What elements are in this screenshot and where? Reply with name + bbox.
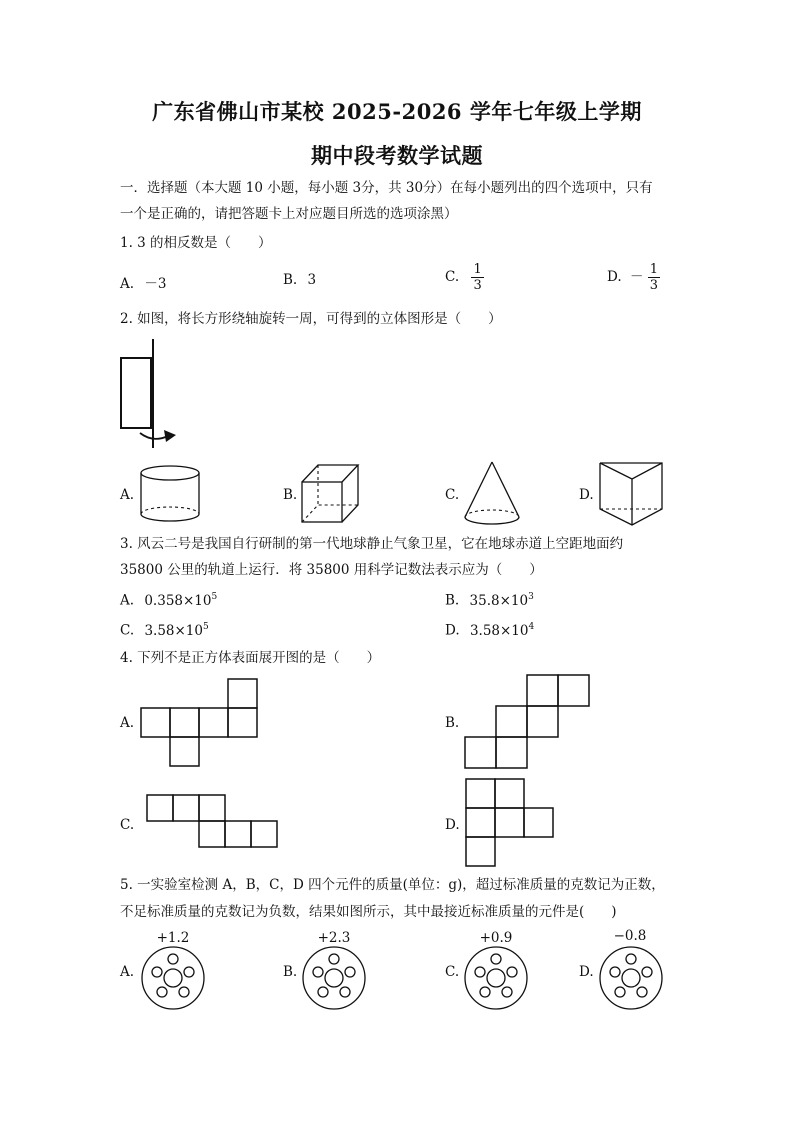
q3-option-c (120, 622, 209, 639)
q5-option-b-label: B. (283, 964, 298, 980)
q3-option-b-exponent: 3 (528, 592, 534, 602)
q1-stem: 1. 3 的相反数是（ ） (120, 235, 272, 251)
page-subtitle: 期中段考数学试题 (311, 143, 483, 168)
section-heading-line2: 一个是正确的，请把答题卡上对应题目所选的选项涂黑） (120, 206, 458, 222)
rotating-rectangle-figure (110, 335, 190, 450)
q5-option-a-value: +1.2 (156, 930, 190, 946)
q3-option-b (445, 592, 534, 609)
component-d-figure (598, 945, 666, 1013)
q5-option-a-label: A. (120, 964, 135, 980)
triangular-prism-figure (598, 461, 666, 527)
q4-option-a-label: A. (120, 715, 135, 731)
q3-option-c-label: C. (120, 622, 135, 639)
q2-option-b-label: B. (283, 487, 298, 503)
q5-option-c-label: C. (445, 964, 460, 980)
q1-option-d-sign: － (629, 269, 644, 285)
section-heading-line1: 一．选择题（本大题 10 小题，每小题 3分，共 30分）在每小题列出的四个选项中，只有 (120, 180, 653, 196)
cube-net-c (146, 794, 282, 852)
q3-option-a-label: A. (120, 592, 135, 609)
component-c-figure (463, 945, 531, 1013)
q4-option-c-label: C. (120, 817, 135, 833)
q1-option-b (283, 272, 316, 288)
q4-option-d-label: D. (445, 817, 460, 833)
q1-option-a (120, 272, 166, 292)
q1-option-d-fraction (648, 262, 660, 293)
q4-stem: 4. 下列不是正方体表面展开图的是（ ） (120, 650, 381, 666)
page-title: 广东省佛山市某校 2025-2026 学年七年级上学期 (152, 99, 642, 124)
q4-option-b-label: B. (445, 715, 460, 731)
q3-option-d-base: 3.58×10 (469, 622, 529, 639)
q1-option-c-label: C. (445, 269, 460, 285)
q3-stem-line1: 3. 风云二号是我国自行研制的第一代地球静止气象卫星，它在地球赤道上空距地面约 (120, 536, 624, 552)
q3-option-b-label: B. (445, 592, 460, 609)
cube-net-a (140, 678, 262, 770)
q5-option-d-label: D. (579, 964, 594, 980)
q3-option-b-base: 35.8×10 (469, 592, 529, 609)
q3-option-a-base: 0.358×10 (144, 592, 212, 609)
q3-option-c-base: 3.58×10 (144, 622, 203, 639)
cylinder-figure (140, 464, 202, 524)
q3-option-c-exponent: 5 (203, 622, 209, 632)
q1-option-d-denominator: 3 (649, 278, 659, 293)
q1-option-d (607, 262, 660, 293)
q5-option-c-value: +0.9 (479, 930, 513, 946)
q1-option-c-numerator: 1 (473, 262, 482, 277)
cone-figure (463, 460, 523, 528)
q1-option-c-denominator: 3 (473, 278, 482, 293)
cube-figure (300, 462, 362, 526)
q1-option-a-label: A. (120, 276, 135, 292)
q2-option-c-label: C. (445, 487, 460, 503)
q2-stem: 2. 如图，将长方形绕轴旋转一周，可得到的立体图形是（ ） (120, 311, 502, 327)
component-b-figure (301, 945, 369, 1013)
q5-option-d-value: −0.8 (613, 928, 647, 944)
q1-option-b-text: 3 (307, 272, 317, 288)
q5-option-b-value: +2.3 (317, 930, 351, 946)
q2-option-a-label: A. (120, 487, 135, 503)
q5-stem-line1: 5. 一实验室检测 A，B，C，D 四个元件的质量(单位：g)，超过标准质量的克数记为正数， (120, 877, 665, 893)
q1-option-a-text: －3 (144, 276, 167, 292)
q1-option-b-label: B. (283, 272, 298, 288)
q1-option-c (445, 262, 484, 293)
q3-option-a (120, 592, 217, 609)
q1-option-d-label: D. (607, 269, 622, 285)
component-a-figure (140, 945, 208, 1013)
q2-option-d-label: D. (579, 487, 594, 503)
q3-option-d-label: D. (445, 622, 460, 639)
q3-stem-line2: 35800 公里的轨道上运行．将 35800 用科学记数法表示应为（ ） (120, 562, 543, 578)
q3-option-a-exponent: 5 (211, 592, 218, 602)
q1-option-d-numerator: 1 (649, 262, 659, 277)
q5-stem-line2: 不足标准质量的克数记为负数，结果如图所示，其中最接近标准质量的元件是( ) (120, 904, 617, 920)
cube-net-b (464, 674, 592, 772)
q1-option-c-fraction (471, 262, 483, 293)
cube-net-d (465, 778, 559, 870)
q3-option-d (445, 622, 534, 639)
q3-option-d-exponent: 4 (528, 622, 535, 632)
